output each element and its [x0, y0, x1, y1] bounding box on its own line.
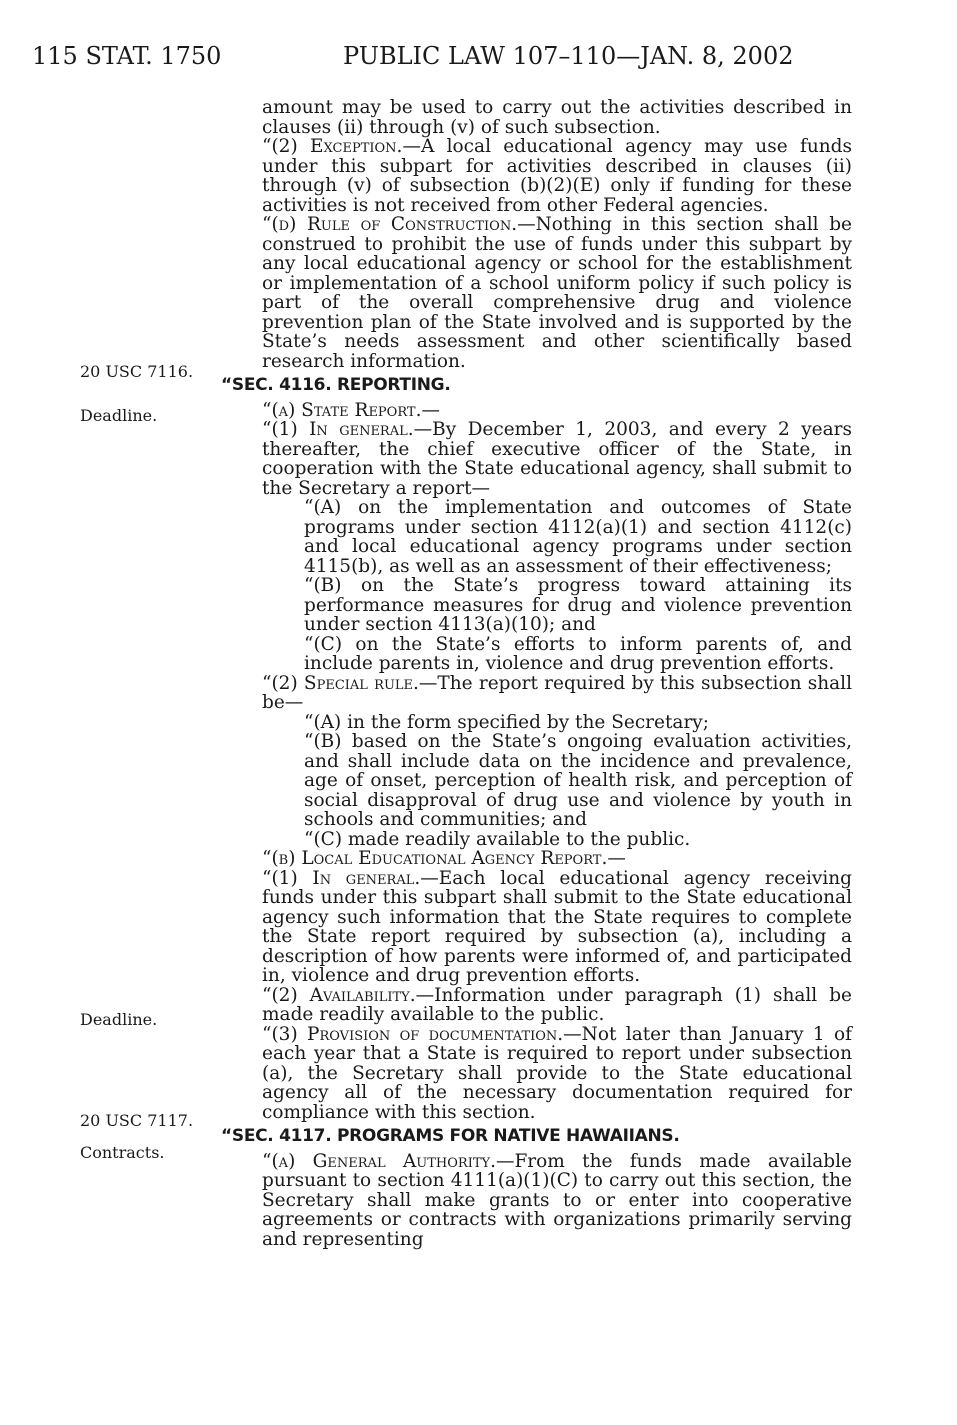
paragraph-heading: “(1) In general. — [262, 867, 421, 889]
paragraph-text: —A local educational agency may use funds under this subpart for activities described in clauses (ii) through (v) of subsection (b)(2)(E) only if funding for these activities is not received from other Federal agencies. — [262, 136, 852, 216]
paragraph-text: —Information under paragraph (1) shall be made readily available to the public. — [262, 984, 852, 1025]
clause: “(A) on the implementation and outcomes of State programs under section 4112(a)(1) and section 4112(c) and local educational agency programs under section 4115(b), as well as an assessment of their effectiveness; — [304, 497, 852, 577]
paragraph: amount may be used to carry out the activities described in clauses (ii) through (v) of such subsection. — [262, 97, 852, 138]
paragraph — [262, 420, 852, 498]
statute-body — [221, 97, 853, 1250]
margin-note-usc-7117: 20 USC 7117. — [80, 1111, 194, 1130]
paragraph — [262, 674, 852, 713]
running-title: PUBLIC LAW 107–110—JAN. 8, 2002 — [343, 42, 794, 70]
paragraph — [262, 869, 852, 986]
margin-note-usc-7116: 20 USC 7116. — [80, 362, 194, 381]
subsection-title: “(a) State Report.— — [262, 399, 440, 421]
paragraph-text: —By December 1, 2003, and every 2 years thereafter, the chief executive officer of the State, in cooperation with the State educational agency, shall submit to the Secretary a report— — [262, 419, 852, 499]
paragraph-heading: “(3) Provision of documentation. — [262, 1023, 564, 1045]
paragraph-heading: “(1) In general. — [262, 419, 414, 440]
paragraph-heading: “(2) Exception. — [262, 136, 403, 157]
paragraph-heading: “(2) Special rule. — [262, 672, 419, 694]
section-heading: “SEC. 4117. PROGRAMS FOR NATIVE HAWAIIANS. — [221, 1126, 680, 1146]
section-heading: “SEC. 4116. REPORTING. — [221, 375, 451, 395]
page-number: 115 STAT. 1750 — [32, 42, 222, 70]
clause: “(C) made readily available to the public. — [304, 828, 691, 850]
paragraph-text: —The report required by this subsection shall be— — [262, 672, 853, 713]
paragraph-text: —From the funds made available pursuant to section 4111(a)(1)(C) to carry out this section, the Secretary shall make grants to or enter into cooperative agreements or contracts with organizations primarily serving and representing — [262, 1150, 852, 1250]
paragraph-heading: “(2) Availability. — [262, 984, 416, 1006]
paragraph-text: —Each local educational agency receiving funds under this subpart shall submit to the State educational agency such information that the State requires to complete the State report required by subsection (a), including a description of how parents were informed of, and participated in, violence and drug prevention efforts. — [262, 867, 852, 986]
margin-note-contracts: Contracts. — [80, 1143, 165, 1162]
paragraph-heading: “(d) Rule of Construction. — [262, 214, 518, 235]
paragraph-heading: “(a) General Authority. — [262, 1150, 496, 1172]
page-header — [32, 42, 842, 82]
clause: “(C) on the State’s efforts to inform parents of, and include parents in, violence and drug prevention efforts. — [304, 633, 852, 674]
paragraph — [262, 986, 852, 1025]
clause: “(B) on the State’s progress toward attaining its performance measures for drug and violence prevention under section 4113(a)(10); and — [304, 575, 852, 635]
paragraph-text: —Not later than January 1 of each year that a State is required to report under subsection (a), the Secretary shall provide to the State educational agency all of the necessary documentation required for compliance with this section. — [262, 1023, 852, 1123]
paragraph — [262, 1025, 852, 1123]
subsection-heading — [262, 849, 852, 869]
paragraph-text: —Nothing in this section shall be construed to prohibit the use of funds under this subpart by any local educational agency or school for the establishment or implementation of a school uniform policy if such policy is part of the overall comprehensive drug and violence prevention plan of the State involved and is supported by the State’s needs assessment and other scientifically based research information. — [262, 214, 852, 372]
subsection-title: “(b) Local Educational Agency Report.— — [262, 848, 626, 869]
clause: “(A) in the form specified by the Secretary; — [304, 711, 709, 733]
margin-note-deadline: Deadline. — [80, 406, 158, 425]
subsection-heading — [262, 401, 852, 421]
margin-note-deadline: Deadline. — [80, 1010, 158, 1029]
clause: “(B) based on the State’s ongoing evaluation activities, and shall include data on the incidence and prevalence, age of onset, perception of health risk, and perception of social disapproval of drug use and violence by youth in schools and communities; and — [304, 731, 852, 830]
paragraph — [262, 215, 852, 371]
paragraph — [262, 137, 852, 215]
paragraph — [262, 1152, 852, 1250]
